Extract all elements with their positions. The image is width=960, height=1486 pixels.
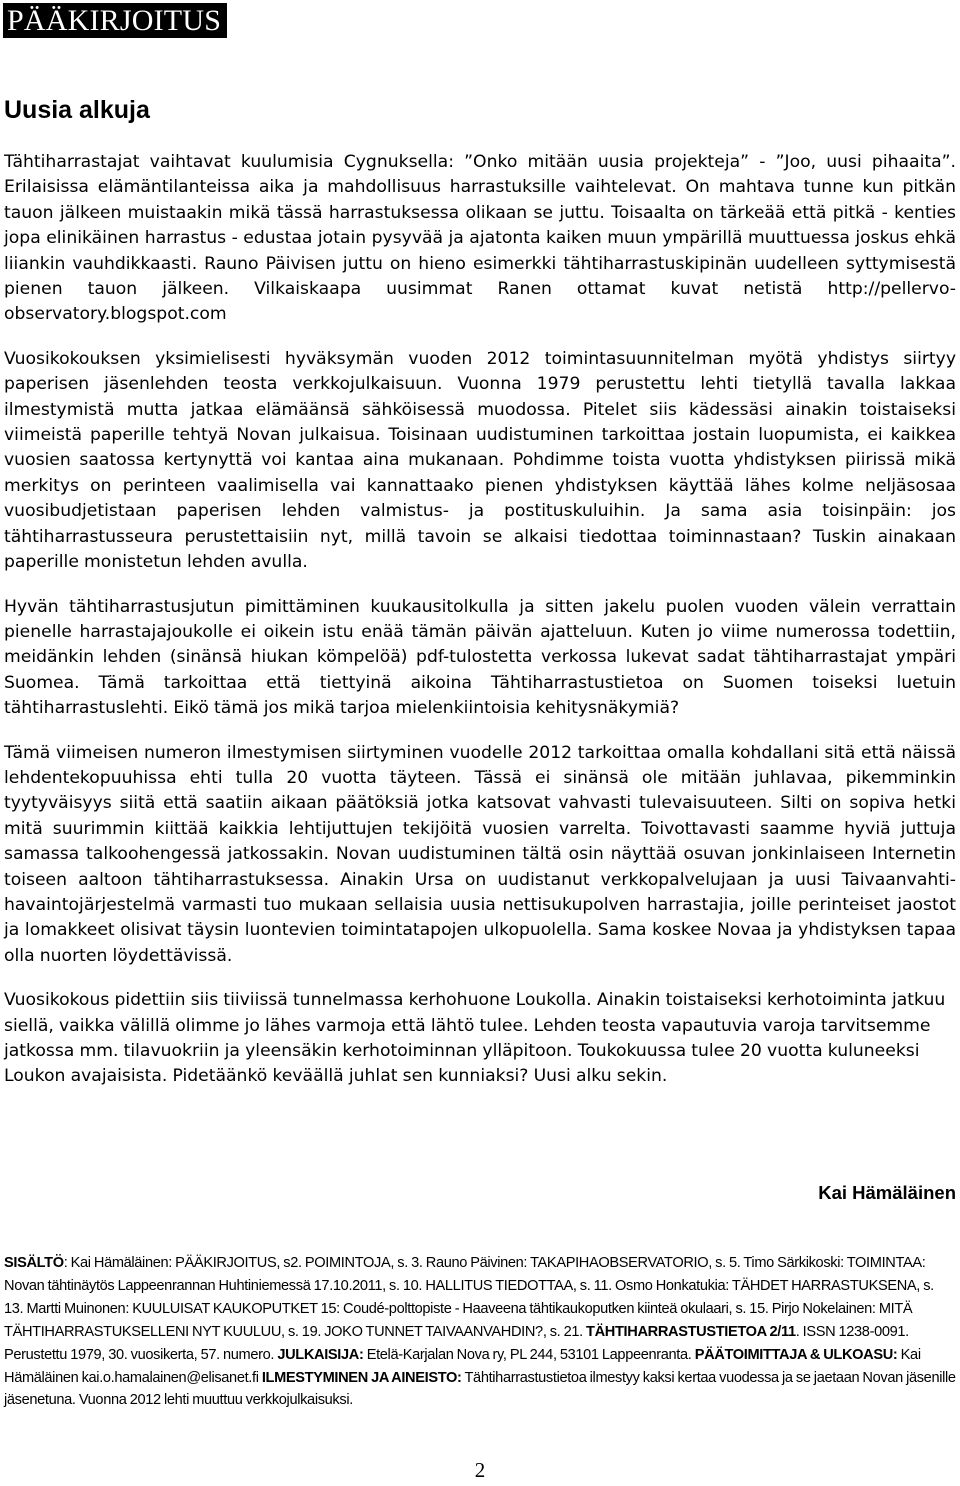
article-body	[4, 150, 956, 1109]
article-paragraph: Hyvän tähtiharrastusjutun pimittäminen kuukausitolkulla ja sitten jakelu puolen vuoden välein verrattain pienelle harrastajajoukolle ei oikein istu enää tämän päivän ajatteluun. Kuten jo viime numerossa todettiin, meidänkin lehden (sinänsä hiukan kömpelöä) pdf-tulostetta verkossa lukevat sadat tähtiharrastajat ympäri Suomea. Tämä tarkoittaa että tiettyinä aikoina Tähtiharrastustietoa on Suomen toiseksi luetuin tähtiharrastuslehti. Eikö tämä jos mikä tarjoa mielenkiintoisia kehitysnäkymiä?	[4, 596, 956, 719]
contents-text: : Kai Hämäläinen: PÄÄKIRJOITUS, s2. POIMINTOJA, s. 3. Rauno Päivinen: TAKAPIHAOBSERVATORIO, s. 5. Timo Särkikoski: TOIMINTAA: Novan tähtinäytös Lappeenrannan Huhtiniemessä 17.10.2011, s. 10. HALLITUS TIEDOTTAA, s. 11. Osmo Honkatukia: TÄHDET HARRASTUKSENA, s. 13. Martti Muinonen: KUULUISAT KAUKOPUTKET 15: Coudé-polttopiste - Haaveena tähtikaukoputken kiinteä okulaari, s. 15. Pirjo Nokelainen: MITÄ TÄHTIHARRASTUKSELLENI NYT KUULUU, s. 19. JOKO TUNNET TAIVAANVAHDIN?, s. 21.	[4, 1255, 934, 1340]
table-of-contents	[4, 1252, 956, 1412]
article-title: Uusia alkuja	[4, 96, 150, 124]
publication-info: Tähtiharrastustietoa ilmestyy kaksi kertaa vuodessa ja se jaetaan Novan jäsenille jäsenetuna. Vuonna 2012 lehti muuttuu verkkojulkaisuksi.	[4, 1369, 956, 1409]
editor-label: PÄÄTOIMITTAJA & ULKOASU:	[694, 1346, 898, 1363]
article-paragraph: Tähtiharrastajat vaihtavat kuulumisia Cygnuksella: ”Onko mitään uusia projekteja” - ”Joo, uusi pihaaita”. Erilaisissa elämäntilanteissa aika ja mahdollisuus harrastuksille vaihtelevat. On mahtava tunne kun pitkän tauon jälkeen muistaakin mikä tässä harrastuksessa olikaan se juttu. Toisaalta on tärkeää että pitkä - kenties jopa elinikäinen harrastus - edustaa jotain pysyvää ja ajatonta kaiken muun ympärillä muuttuessa joskus ehkä liiankin vauhdikkaasti. Rauno Päivisen juttu on hieno esimerkki tähtiharrastuskipinän uudelleen syttymisestä pienen tauon jälkeen. Vilkaiskaapa uusimmat Ranen ottamat kuvat netistä http://pellervo-observatory.blogspot.com	[4, 152, 956, 325]
editor-info: Kai Hämäläinen kai.o.hamalainen@elisanet.fi	[4, 1346, 921, 1386]
article-paragraph: Vuosikokous pidettiin siis tiiviissä tunnelmassa kerhohuone Loukolla. Ainakin toistaiseksi kerhotoiminta jatkuu siellä, vaikka välillä olimme jo lähes varmoja että lähtö tulee. Lehden teosta vapautuvia varoja tarvitsemme jatkossa mm. tilavuokriin ja yleensäkin kerhotoiminnan ylläpitoon. Toukokuussa tulee 20 vuotta kuluneeksi Loukon avajaisista. Pidetäänkö keväällä juhlat sen kunniaksi? Uusi alku sekin.	[4, 990, 946, 1087]
contents-label: SISÄLTÖ	[4, 1255, 64, 1271]
article-paragraph: Vuosikokouksen yksimielisesti hyväksymän vuoden 2012 toimintasuunnitelman myötä yhdistys siirtyy paperisen jäsenlehden teosta verkkojulkaisuun. Vuonna 1979 perustettu lehti tietyllä tavalla lakkaa ilmestymistä mutta jatkaa elämäänsä sähköisessä muodossa. Pitelet siis kädessäsi ainakin toistaiseksi viimeistä paperille tehtyä Novan julkaisua. Toisinaan uudistuminen tarkoittaa jostain luopumista, ei kaikkea vuosien saatossa kertynyttä voi kantaa aina mukanaan. Pohdimme toista vuotta yhdistyksen piirissä mikä merkitys on perinteen vaalimisella vai kannattaako pienen yhdistyksen käyttää lähes kolme neljäsosaa vuosibudjetistaan paperisen lehden valmistus- ja postituskuluihin. Ja sama asia toisinpäin: jos tähtiharrastusseura perustettaisiin nyt, millä tavoin se alkaisi tiedottaa toiminnastaan? Tuskin ainakaan paperille monistetun lehden avulla.	[4, 348, 956, 573]
article-paragraph: Tämä viimeisen numeron ilmestymisen siirtyminen vuodelle 2012 tarkoittaa omalla kohdallani sitä että näissä lehdentekopuuhissa ehti tulla 20 vuotta täyteen. Tässä ei sinänsä ole mitään juhlavaa, pikemminkin tyytyväisyys siitä että saatiin aikaan päätöksiä jotka katsovat vahvasti tulevaisuuteen. Silti on sopiva hetki mitä suurimmin kiittää kaikkia lehtijuttujen tekijöitä vuosien varrelta. Toivottavasti saamme hyviä juttuja samassa talkoohengessä jatkossakin. Novan uudistuminen tältä osin näyttää osuvan jonkinlaiseen Internetin toiseen aaltoon tähtiharrastuksessa. Ainakin Ursa on uudistanut verkkopalvelujaan ja uusi Taivaanvahti-havaintojärjestelmä varmasti tuo mukaan sellaisia uusia nettisukupolven harrastajia, joille perinteiset jaostot ja lomakkeet olisivat täysin luontevien toimintatapojen ulkopuolella. Sama koskee Novaa ja yhdistyksen tapaa olla nuorten löydettävissä.	[4, 742, 956, 966]
page-number: 2	[474, 1458, 486, 1482]
section-label: PÄÄKIRJOITUS	[3, 3, 227, 38]
publication-label: ILMESTYMINEN JA AINEISTO:	[261, 1369, 462, 1386]
publisher-label: JULKAISIJA:	[277, 1346, 364, 1363]
magazine-label: TÄHTIHARRASTUSTIETOA 2/11	[586, 1323, 796, 1340]
publisher-info: Etelä-Karjalan Nova ry, PL 244, 53101 Lappeenranta.	[366, 1346, 692, 1363]
magazine-info: . ISSN 1238-0091. Perustettu 1979, 30. vuosikerta, 57. numero.	[4, 1323, 909, 1363]
author-signature: Kai Hämäläinen	[818, 1182, 956, 1203]
